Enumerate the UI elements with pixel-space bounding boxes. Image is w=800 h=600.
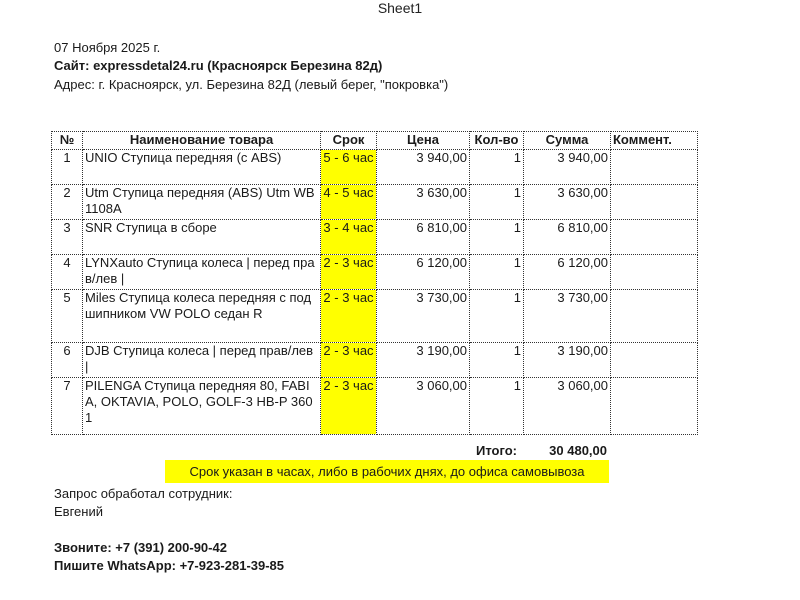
item-sum: 3 730,00	[524, 290, 611, 343]
item-comment	[611, 290, 698, 343]
item-price: 3 940,00	[377, 150, 470, 185]
item-sum: 3 190,00	[524, 343, 611, 378]
item-number: 2	[52, 185, 83, 220]
item-term: 5 - 6 час	[321, 150, 377, 185]
item-qty: 1	[470, 378, 524, 435]
item-comment	[611, 378, 698, 435]
item-term: 2 - 3 час	[321, 343, 377, 378]
document-date: 07 Ноября 2025 г.	[54, 40, 161, 55]
address-line: Адрес: г. Красноярск, ул. Березина 82Д (левый берег, "покровка")	[54, 77, 449, 92]
col-header-sum: Сумма	[524, 132, 611, 150]
employee-name: Евгений	[54, 504, 103, 519]
item-comment	[611, 343, 698, 378]
item-sum: 3 630,00	[524, 185, 611, 220]
item-name: Utm Ступица передняя (ABS) Utm WB1108A	[83, 185, 321, 220]
col-header-qty: Кол-во	[470, 132, 524, 150]
item-term: 2 - 3 час	[321, 290, 377, 343]
table-row	[52, 343, 698, 378]
table-row	[52, 255, 698, 290]
col-header-price: Цена	[377, 132, 470, 150]
item-price: 3 060,00	[377, 378, 470, 435]
table-row	[52, 150, 698, 185]
table-row	[52, 220, 698, 255]
item-qty: 1	[470, 290, 524, 343]
item-sum: 3 940,00	[524, 150, 611, 185]
item-qty: 1	[470, 255, 524, 290]
delivery-term-note: Срок указан в часах, либо в рабочих днях, до офиса самовывоза	[165, 460, 609, 483]
sheet-title: Sheet1	[377, 0, 423, 16]
table-header-row	[52, 132, 698, 150]
col-header-term: Срок	[321, 132, 377, 150]
table-row	[52, 378, 698, 435]
total-value: 30 480,00	[549, 443, 607, 458]
item-sum: 6 810,00	[524, 220, 611, 255]
order-table	[51, 131, 698, 435]
item-price: 3 190,00	[377, 343, 470, 378]
item-name: Miles Ступица колеса передняя с подшипником VW POLO седан R	[83, 290, 321, 343]
item-number: 3	[52, 220, 83, 255]
item-price: 6 120,00	[377, 255, 470, 290]
item-comment	[611, 150, 698, 185]
phone-line: Звоните: +7 (391) 200-90-42	[54, 540, 227, 555]
item-sum: 3 060,00	[524, 378, 611, 435]
col-header-number: №	[52, 132, 83, 150]
site-line: Сайт: expressdetal24.ru (Красноярск Березина 82д)	[54, 58, 383, 73]
item-qty: 1	[470, 343, 524, 378]
item-comment	[611, 185, 698, 220]
item-number: 1	[52, 150, 83, 185]
item-name: PILENGA Ступица передняя 80, FABIA, OKTAVIA, POLO, GOLF-3 HB-P 3601	[83, 378, 321, 435]
processed-by-label: Запрос обработал сотрудник:	[54, 486, 233, 501]
item-term: 2 - 3 час	[321, 378, 377, 435]
item-number: 6	[52, 343, 83, 378]
item-name: SNR Ступица в сборе	[83, 220, 321, 255]
col-header-name: Наименование товара	[83, 132, 321, 150]
item-term: 3 - 4 час	[321, 220, 377, 255]
item-price: 6 810,00	[377, 220, 470, 255]
item-price: 3 730,00	[377, 290, 470, 343]
table-row	[52, 185, 698, 220]
item-qty: 1	[470, 220, 524, 255]
item-qty: 1	[470, 185, 524, 220]
item-number: 5	[52, 290, 83, 343]
col-header-comment: Коммент.	[611, 132, 698, 150]
item-price: 3 630,00	[377, 185, 470, 220]
table-row	[52, 290, 698, 343]
item-sum: 6 120,00	[524, 255, 611, 290]
item-term: 4 - 5 час	[321, 185, 377, 220]
item-name: LYNXauto Ступица колеса | перед прав/лев |	[83, 255, 321, 290]
whatsapp-line: Пишите WhatsApp: +7-923-281-39-85	[54, 558, 285, 573]
item-comment	[611, 255, 698, 290]
total-label: Итого:	[476, 443, 517, 458]
item-number: 7	[52, 378, 83, 435]
item-name: UNIO Ступица передняя (с ABS)	[83, 150, 321, 185]
item-term: 2 - 3 час	[321, 255, 377, 290]
item-qty: 1	[470, 150, 524, 185]
item-number: 4	[52, 255, 83, 290]
item-name: DJB Ступица колеса | перед прав/лев |	[83, 343, 321, 378]
item-comment	[611, 220, 698, 255]
